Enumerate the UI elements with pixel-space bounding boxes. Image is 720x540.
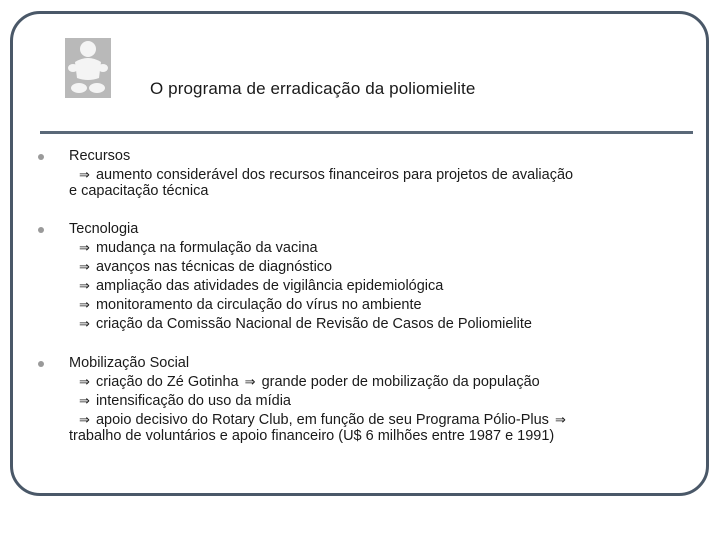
- list-item: ⇒ apoio decisivo do Rotary Club, em função de seu Programa Pólio-Plus ⇒: [79, 412, 566, 428]
- implies-arrow-icon: ⇒: [79, 298, 90, 313]
- page-title: O programa de erradicação da poliomielite: [150, 79, 476, 98]
- list-item: ⇒ criação do Zé Gotinha ⇒ grande poder de mobilização da população: [79, 374, 540, 390]
- implies-arrow-icon: ⇒: [79, 260, 90, 275]
- list-item: ⇒ intensificação do uso da mídia: [79, 393, 292, 409]
- section-recursos: [69, 147, 699, 201]
- bullet-icon: [38, 361, 44, 367]
- section-heading: Recursos: [69, 148, 131, 164]
- baby-figure-icon: [65, 38, 111, 98]
- implies-arrow-icon: ⇒: [79, 394, 90, 409]
- bullet-icon: [38, 227, 44, 233]
- implies-arrow-icon: ⇒: [79, 413, 90, 428]
- list-item-continuation: trabalho de voluntários e apoio financeiro (U$ 6 milhões entre 1987 e 1991): [69, 428, 555, 444]
- list-item: ⇒ mudança na formulação da vacina: [79, 240, 318, 256]
- implies-arrow-icon: ⇒: [554, 413, 566, 428]
- list-item-continuation: e capacitação técnica: [69, 183, 209, 199]
- implies-arrow-icon: ⇒: [244, 375, 256, 390]
- implies-arrow-icon: ⇒: [79, 279, 90, 294]
- bullet-icon: [38, 154, 44, 160]
- title-divider: [40, 131, 693, 134]
- implies-arrow-icon: ⇒: [79, 375, 90, 390]
- list-item: ⇒ monitoramento da circulação do vírus no ambiente: [79, 297, 422, 313]
- logo: [65, 38, 111, 98]
- list-item: ⇒ avanços nas técnicas de diagnóstico: [79, 259, 333, 275]
- implies-arrow-icon: ⇒: [79, 241, 90, 256]
- section-tecnologia: [69, 220, 699, 334]
- list-item: ⇒ criação da Comissão Nacional de Revisão de Casos de Poliomielite: [79, 316, 532, 332]
- section-mobilizacao-social: [69, 354, 699, 446]
- list-item: ⇒ aumento considerável dos recursos financeiros para projetos de avaliação: [79, 167, 574, 183]
- implies-arrow-icon: ⇒: [79, 168, 90, 183]
- implies-arrow-icon: ⇒: [79, 317, 90, 332]
- list-item: ⇒ ampliação das atividades de vigilância epidemiológica: [79, 278, 444, 294]
- section-heading: Mobilização Social: [69, 355, 190, 371]
- section-heading: Tecnologia: [69, 221, 139, 237]
